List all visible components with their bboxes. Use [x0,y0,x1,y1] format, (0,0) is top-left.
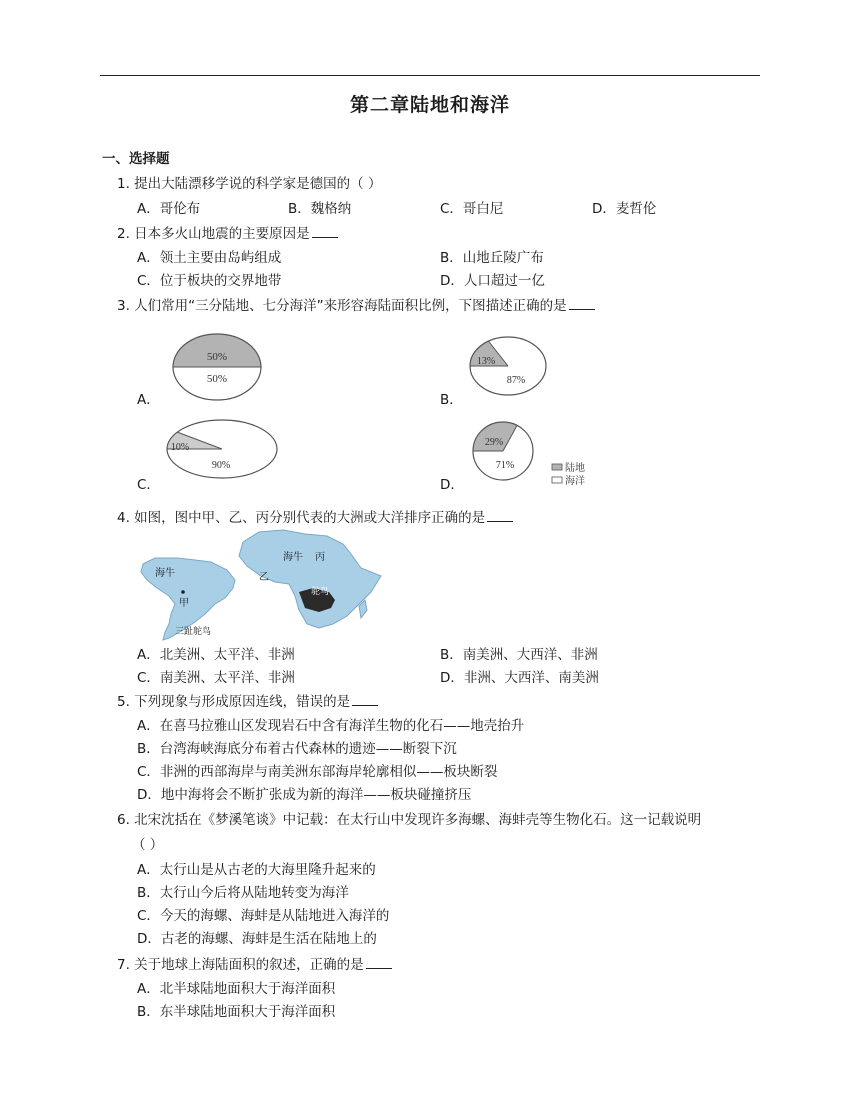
q3-option-d[interactable]: D． [440,477,464,493]
question-2-stem: 2. 日本多火山地震的主要原因是 [117,225,338,243]
q4-option-d[interactable]: D．非洲、大西洋、南美洲 [440,670,599,686]
q1-option-b[interactable]: B．魏格纳 [288,201,352,217]
pie-d-sea-label: 71% [495,460,515,471]
q6-option-c[interactable]: C．今天的海螺、海蚌是从陆地进入海洋的 [137,908,390,924]
q6-option-a[interactable]: A．太行山是从古老的大海里隆升起来的 [137,862,376,878]
q5-option-b[interactable]: B．台湾海峡海底分布着古代森林的遗迹——断裂下沉 [137,741,457,757]
map-label-jia: 甲 [179,598,189,609]
q1-option-d[interactable]: D．麦哲伦 [592,201,657,217]
map-marker [181,590,185,594]
q3-option-c[interactable]: C． [137,477,160,493]
q4-option-c[interactable]: C．南美洲、太平洋、非洲 [137,670,295,686]
question-7-stem: 7. 关于地球上海陆面积的叙述，正确的是 [117,956,392,974]
q1-option-c[interactable]: C．哥白尼 [440,201,504,217]
map-label-yi: 乙 [259,572,269,583]
q7-option-a[interactable]: A．北半球陆地面积大于海洋面积 [137,981,336,997]
question-5-stem: 5. 下列现象与形成原因连线，错误的是 [117,693,378,711]
map-label-tuoniao: 鸵鸟 [311,587,330,597]
question-6-stem-continued: （ ） [132,837,164,853]
question-3-stem: 3. 人们常用“三分陆地、七分海洋”来形容海陆面积比例，下图描述正确的是 [117,297,595,315]
legend-sea-label: 海洋 [565,476,585,487]
q2-option-a[interactable]: A．领土主要由岛屿组成 [137,250,282,266]
section-heading: 一、选择题 [102,151,170,167]
answer-blank [487,509,513,522]
map-label-sanzhi-tuoniao: 三趾鸵鸟 [175,627,212,637]
pie-c-land-label: 10% [170,442,190,453]
q6-option-b[interactable]: B．太行山今后将从陆地转变为海洋 [137,885,349,901]
question-4-stem: 4. 如图，图中甲、乙、丙分别代表的大洲或大洋排序正确的是 [117,509,513,527]
pie-a-land-label: 50% [206,351,228,363]
q2-option-d[interactable]: D．人口超过一亿 [440,273,545,289]
pie-a-sea-label: 50% [206,373,228,385]
question-1-stem: 1. 提出大陆漂移学说的科学家是德国的（ ） [117,176,382,192]
pie-chart-a [165,333,269,401]
pie-chart-b [466,335,550,399]
q5-option-c[interactable]: C．非洲的西部海岸与南美洲东部海岸轮廓相似——板块断裂 [137,764,498,780]
pie-b-sea-label: 87% [506,375,526,386]
pie-chart-d [470,420,620,490]
q5-option-a[interactable]: A．在喜马拉雅山区发现岩石中含有海洋生物的化石——地壳抬升 [137,718,525,734]
q4-option-b[interactable]: B．南美洲、大西洋、非洲 [440,647,598,663]
legend-sea-swatch [552,477,562,483]
q3-option-b[interactable]: B． [440,392,463,408]
q3-option-a[interactable]: A． [137,392,160,408]
q1-option-a[interactable]: A．哥伦布 [137,201,201,217]
legend-land-swatch [552,464,562,470]
question-6-stem: 6. 北宋沈括在《梦溪笔谈》中记载：在太行山中发现许多海螺、海蚌壳等生物化石。这一记载说明 [117,812,702,828]
q5-option-d[interactable]: D．地中海将会不断扩张成为新的海洋——板块碰撞挤压 [137,787,472,803]
answer-blank [312,225,338,238]
map-label-bing: 丙 [315,552,325,563]
q2-option-b[interactable]: B．山地丘陵广布 [440,250,544,266]
q2-option-c[interactable]: C．位于板块的交界地带 [137,273,282,289]
pie-d-land-label: 29% [484,437,504,448]
q7-option-b[interactable]: B．东半球陆地面积大于海洋面积 [137,1004,336,1020]
answer-blank [352,693,378,706]
page-title: 第二章陆地和海洋 [349,94,510,116]
pie-chart-c [163,418,281,482]
answer-blank [366,956,392,969]
map-label-hainiu-right: 海牛 [283,552,303,563]
header-rule [100,75,760,76]
legend-land-label: 陆地 [565,463,585,474]
q6-option-d[interactable]: D．古老的海螺、海蚌是生活在陆地上的 [137,931,377,947]
pie-b-land-label: 13% [476,356,496,367]
answer-blank [569,297,595,310]
continent-map [135,528,395,644]
q4-option-a[interactable]: A．北美洲、太平洋、非洲 [137,647,295,663]
pie-c-sea-label: 90% [211,460,231,471]
map-label-hainiu-left: 海牛 [155,568,175,579]
